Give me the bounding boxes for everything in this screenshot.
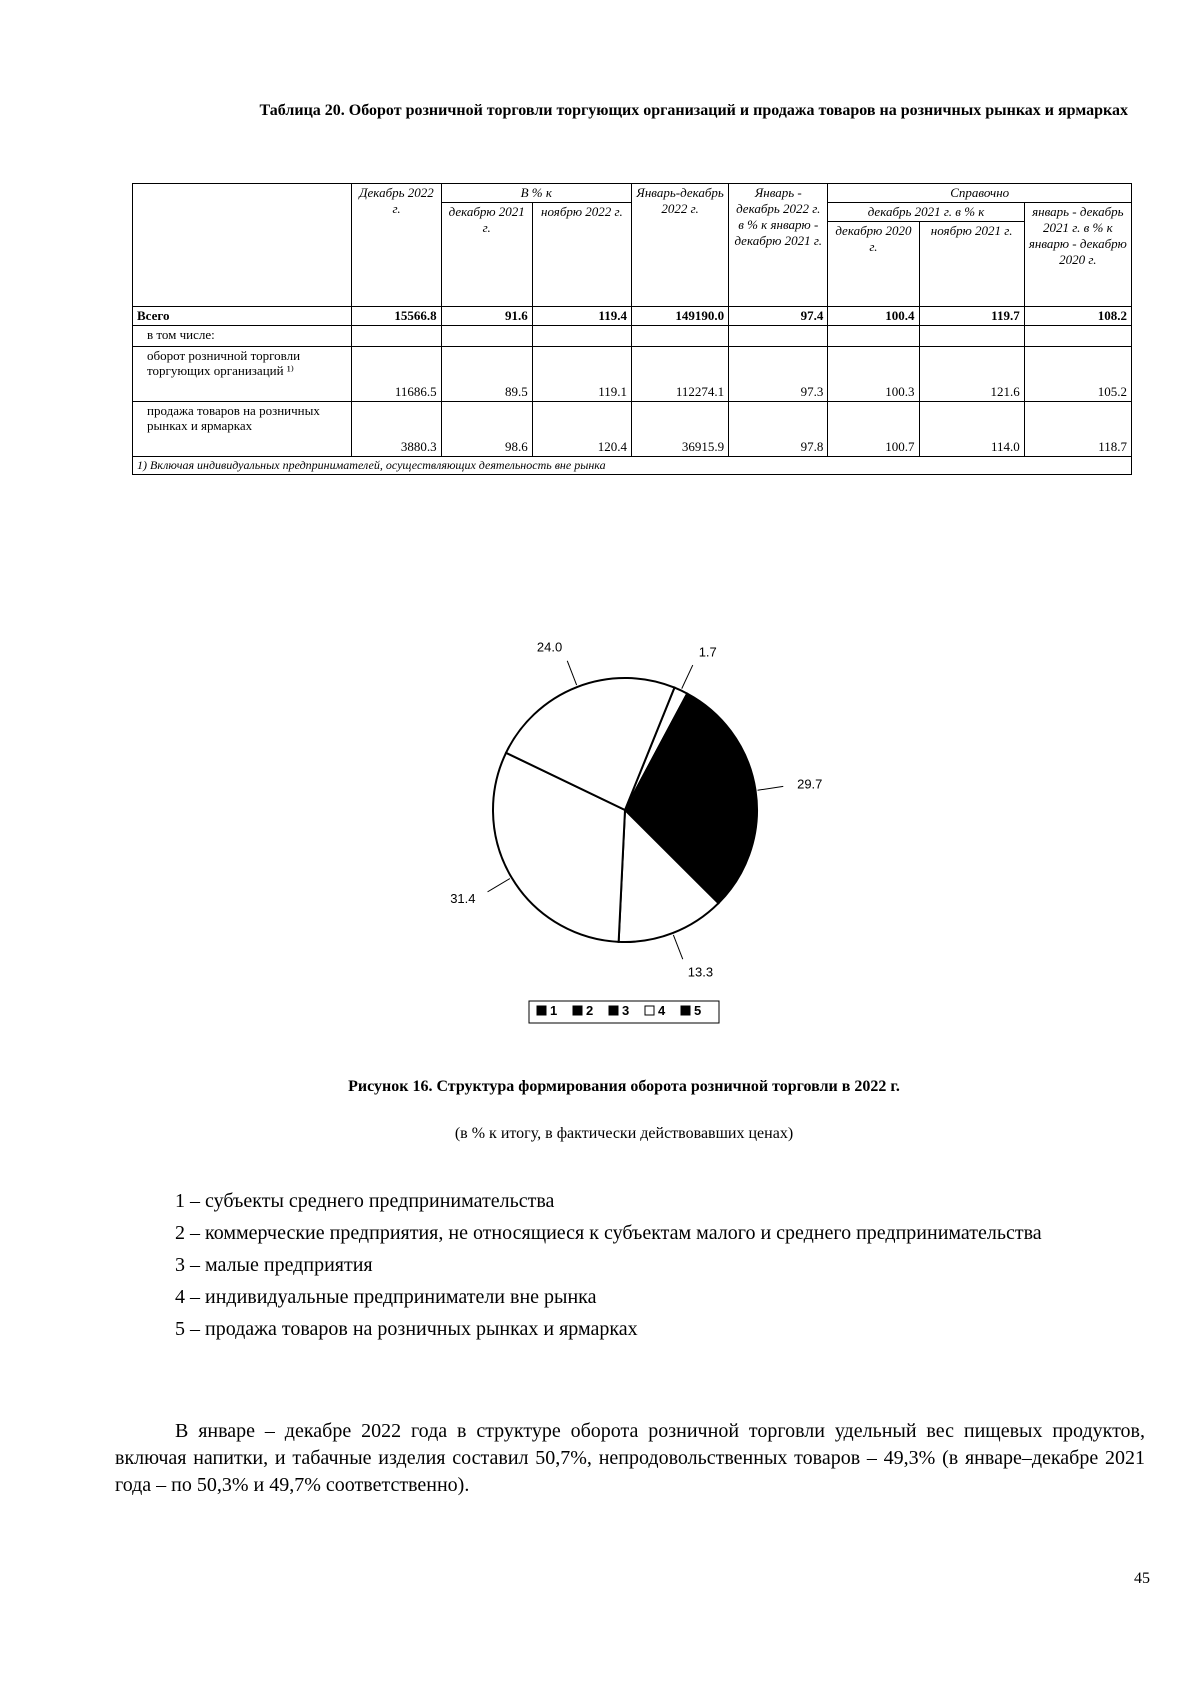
legend-label: 4 xyxy=(658,1003,666,1018)
header-pct-group: В % к xyxy=(441,184,631,203)
pie-data-label: 24.0 xyxy=(536,639,563,655)
header-reference-group: Справочно xyxy=(828,184,1132,203)
pie-leader-line xyxy=(567,661,576,685)
page-number: 45 xyxy=(1134,1570,1150,1587)
pie-data-label: 29.7 xyxy=(797,776,823,792)
pie-leader-line xyxy=(488,879,510,892)
list-item: 3 – малые предприятия xyxy=(175,1254,373,1276)
pie-leader-line xyxy=(682,665,693,689)
legend-label: 2 xyxy=(586,1003,594,1018)
pie-leader-line xyxy=(673,935,682,959)
list-item: 2 – коммерческие предприятия, не относящиеся к субъектам малого и среднего предпринимательства xyxy=(175,1222,1042,1244)
legend-label: 3 xyxy=(622,1003,630,1018)
table-title: Таблица 20. Оборот розничной торговли торгующих организаций и продажа товаров на розничных рынках и ярмарках xyxy=(259,102,1128,119)
pie-data-label: 31.4 xyxy=(450,891,476,907)
header-jan-dec-2022: Январь-декабрь 2022 г. xyxy=(631,184,728,307)
header-ref-dec-nov: ноябрю 2021 г. xyxy=(919,222,1024,307)
header-ref-jan: январь - декабрь 2021 г. в % к январю - декабрю 2020 г. xyxy=(1024,203,1131,307)
legend-label: 1 xyxy=(550,1003,558,1018)
header-corner xyxy=(133,184,352,307)
figure-title: Рисунок 16. Структура формирования оборота розничной торговли в 2022 г. xyxy=(348,1078,900,1095)
header-ref-dec-dec: декабрю 2020 г. xyxy=(828,222,919,307)
body-paragraph: В январе – декабре 2022 года в структуре оборота розничной торговли удельный вес пищевых продуктов, включая напитки, и табачные изделия составил 50,7%, непродовольственных товаров – 49,3% (в январе–декабре 2021 года – по 50,3% и 49,7% соответственно). xyxy=(115,1420,1145,1496)
header-pct-nov: ноябрю 2022 г. xyxy=(532,203,631,307)
list-item: 5 – продажа товаров на розничных рынках и ярмарках xyxy=(175,1318,638,1340)
list-item: 4 – индивидуальные предприниматели вне рынка xyxy=(175,1286,597,1308)
table-row: продажа товаров на розничных рынках и ярмарках 3880.3 98.6 120.4 36915.9 97.8 100.7 114.0 118.7 xyxy=(133,402,1132,457)
table-footnote: 1) Включая индивидуальных предпринимателей, осуществляющих деятельность вне рынка xyxy=(133,457,1132,475)
legend-explanation xyxy=(115,1185,1145,1345)
legend-swatch-1 xyxy=(537,1006,546,1015)
pie-chart xyxy=(380,610,860,1040)
legend-label: 5 xyxy=(694,1003,702,1018)
pie-data-label: 13.3 xyxy=(687,964,714,980)
table-row: Всего 15566.8 91.6 119.4 149190.0 97.4 100.4 119.7 108.2 xyxy=(133,307,1132,326)
table-row: в том числе: xyxy=(133,326,1132,347)
legend-swatch-5 xyxy=(681,1006,690,1015)
header-ref-dec: декабрь 2021 г. в % к xyxy=(828,203,1024,222)
table-row: оборот розничной торговли торгующих организаций ¹⁾ 11686.5 89.5 119.1 112274.1 97.3 100.3 121.6 105.2 xyxy=(133,347,1132,402)
figure-subtitle: (в % к итогу, в фактически действовавших ценах) xyxy=(454,1125,794,1142)
header-pct-dec: декабрю 2021 г. xyxy=(441,203,532,307)
pie-data-label: 1.7 xyxy=(698,644,717,660)
retail-table xyxy=(132,183,1132,475)
legend-swatch-3 xyxy=(609,1006,618,1015)
pie-leader-line xyxy=(758,786,784,790)
list-item: 1 – субъекты среднего предпринимательства xyxy=(175,1190,555,1212)
header-dec-2022: Декабрь 2022 г. xyxy=(352,184,441,307)
legend-swatch-4 xyxy=(645,1006,654,1015)
legend-swatch-2 xyxy=(573,1006,582,1015)
header-jan-dec-pct: Январь - декабрь 2022 г. в % к январю - декабрю 2021 г. xyxy=(729,184,828,307)
